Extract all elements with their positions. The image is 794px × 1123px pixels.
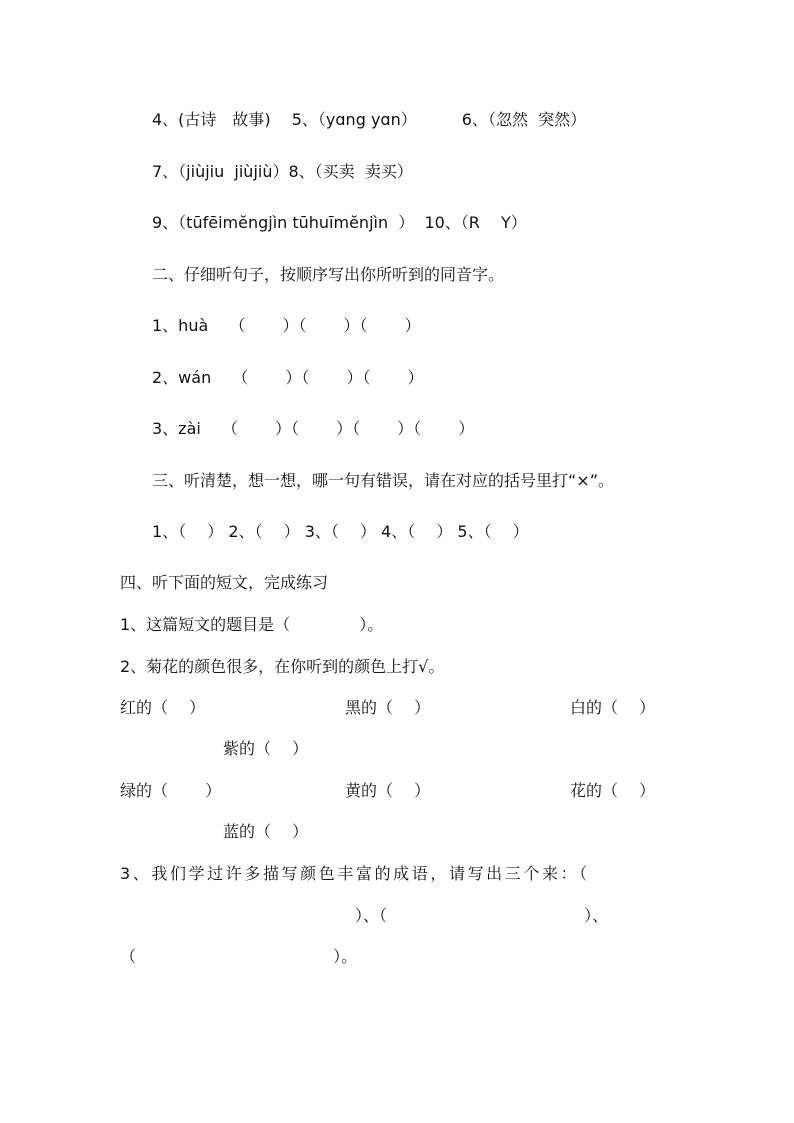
question-3-line-1: 3、我们学过许多描写颜色丰富的成语，请写出三个来：（ xyxy=(120,864,590,883)
listening-line-4-6: 4、(古诗 故事) 5、（yɑng yɑn） 6、（忽然 突然） xyxy=(152,110,587,129)
question-2-colors: 2、菊花的颜色很多，在你听到的颜色上打√。 xyxy=(120,657,445,676)
section-three-heading: 三、听清楚，想一想，哪一句有错误，请在对应的括号里打“×”。 xyxy=(152,471,614,490)
color-blue: 蓝的（ ） xyxy=(223,822,309,841)
homophone-item-3: 3、zài （ ）（ ）（ ）（ ） xyxy=(152,419,475,438)
listening-line-9-10: 9、（tūfēimĕngjìn tūhuīmĕnjìn ） 10、（R Y） xyxy=(152,213,527,232)
section-four-heading: 四、听下面的短文，完成练习 xyxy=(120,573,329,592)
color-yellow: 黄的（ ） xyxy=(345,781,431,800)
color-flowered: 花的（ ） xyxy=(570,781,656,800)
color-red: 红的（ ） xyxy=(120,698,206,717)
question-1-title: 1、这篇短文的题目是（ ）。 xyxy=(120,615,384,634)
question-3-line-3: （ ）。 xyxy=(120,947,358,966)
color-green: 绿的（ ） xyxy=(120,781,222,800)
color-black: 黑的（ ） xyxy=(345,698,431,717)
color-white: 白的（ ） xyxy=(570,698,656,717)
homophone-item-1: 1、huà （ ）（ ）（ ） xyxy=(152,316,421,335)
error-answer-row: 1、（ ） 2、（ ） 3、（ ） 4、（ ） 5、（ ） xyxy=(152,522,529,541)
homophone-item-2: 2、wán （ ）（ ）（ ） xyxy=(152,368,424,387)
color-purple: 紫的（ ） xyxy=(223,739,309,758)
listening-line-7-8: 7、（jiùjiu jiùjiù）8、（买卖 卖买） xyxy=(152,162,413,181)
question-3-line-2: ）、（ ）、 xyxy=(355,906,609,925)
section-two-heading: 二、仔细听句子，按顺序写出你所听到的同音字。 xyxy=(152,265,505,284)
